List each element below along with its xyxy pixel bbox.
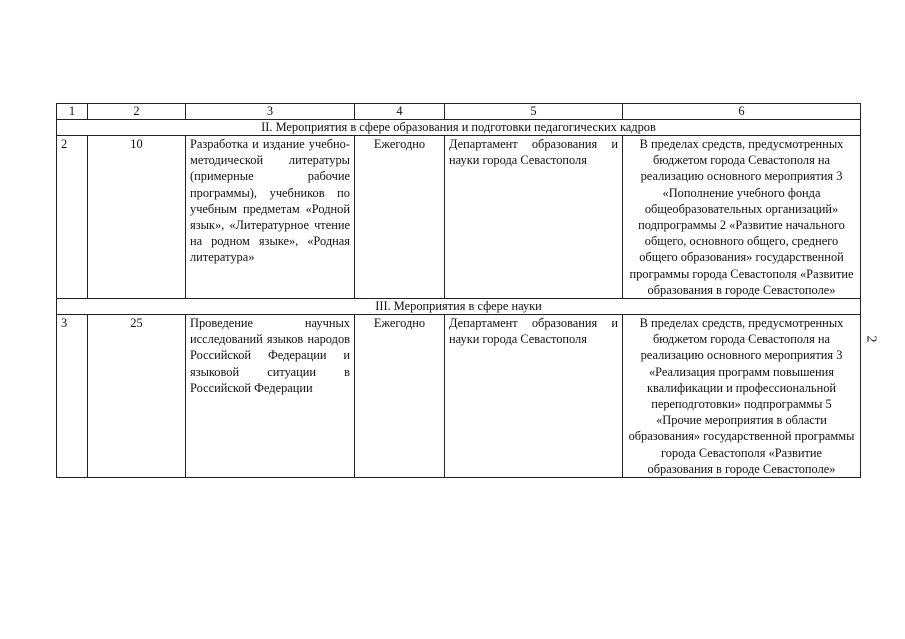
column-number: 3 bbox=[186, 104, 355, 120]
measure-name: Разработка и издание учебно-методической литературы (примерные рабочие программы), учебников по учебным предметам «Родной язык», «Литературное чтение на родном языке», «Родная литература» bbox=[186, 136, 355, 299]
deadline: Ежегодно bbox=[355, 136, 445, 299]
column-number: 4 bbox=[355, 104, 445, 120]
column-number: 5 bbox=[445, 104, 623, 120]
section-heading-row bbox=[57, 120, 861, 136]
funding-source: В пределах средств, предусмотренных бюджетом города Севастополя на реализацию основного мероприятия 3 «Реализация программ повышения квалификации и профессиональной переподготовки» подпрограммы 5 «Прочие мероприятия в области образования» государственной программы города Севастополя «Развитие образования в городе Севастополе» bbox=[623, 315, 861, 478]
column-number: 6 bbox=[623, 104, 861, 120]
table-row bbox=[57, 136, 861, 299]
section-heading-row bbox=[57, 299, 861, 315]
deadline: Ежегодно bbox=[355, 315, 445, 478]
row-number: 3 bbox=[57, 315, 88, 478]
column-number: 2 bbox=[88, 104, 186, 120]
responsible-executor: Департамент образования и науки города Севастополя bbox=[445, 136, 623, 299]
table-row bbox=[57, 315, 861, 478]
item-number: 25 bbox=[88, 315, 186, 478]
row-number: 2 bbox=[57, 136, 88, 299]
measure-name: Проведение научных исследований языков народов Российской Федерации и языковой ситуации в Российской Федерации bbox=[186, 315, 355, 478]
section-title: III. Мероприятия в сфере науки bbox=[57, 299, 861, 315]
column-number: 1 bbox=[57, 104, 88, 120]
item-number: 10 bbox=[88, 136, 186, 299]
column-number-row bbox=[57, 104, 861, 120]
section-title: II. Мероприятия в сфере образования и подготовки педагогических кадров bbox=[57, 120, 861, 136]
measures-table bbox=[56, 103, 861, 478]
responsible-executor: Департамент образования и науки города Севастополя bbox=[445, 315, 623, 478]
funding-source: В пределах средств, предусмотренных бюджетом города Севастополя на реализацию основного мероприятия 3 «Пополнение учебного фонда общеобразовательных организаций» подпрограммы 2 «Развитие начального общего, основного общего, среднего общего образования» государственной программы города Севастополя «Развитие образования в городе Севастополе» bbox=[623, 136, 861, 299]
page-number: 2 bbox=[863, 335, 879, 343]
